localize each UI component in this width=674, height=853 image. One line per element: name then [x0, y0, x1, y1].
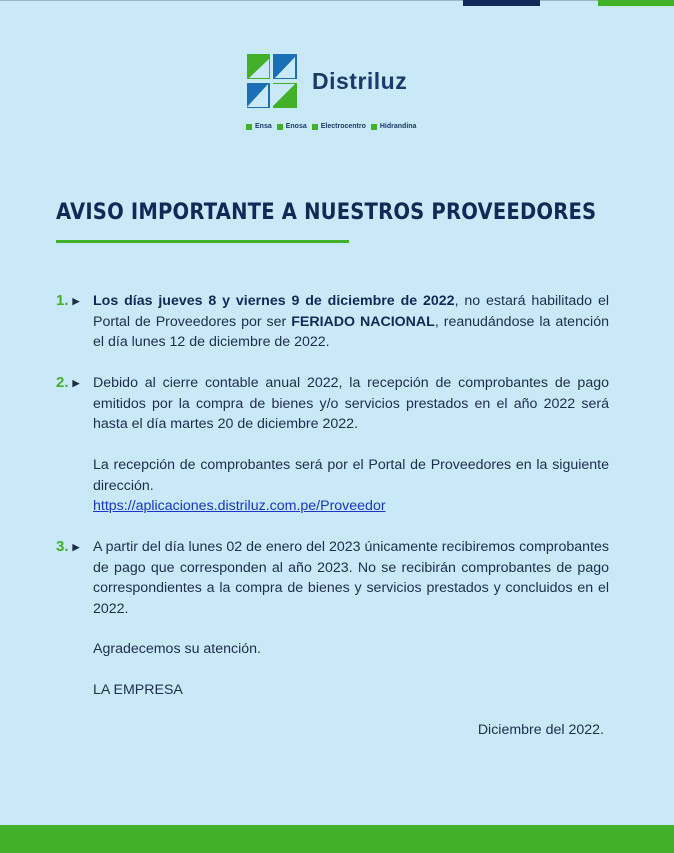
distriluz-logo-icon: [247, 54, 297, 108]
item-text: Los días jueves 8 y viernes 9 de diciembre de 2022, no estará habilitado el Portal de Proveedores por ser FERIADO NACIONAL, reanudándose la atención el día lunes 12 de diciembre de 2022.: [93, 293, 609, 350]
subsidiary-item: Electrocentro: [312, 123, 366, 130]
bottom-accent-bar: [0, 825, 674, 853]
thanks-text: Agradecemos su atención.: [93, 641, 261, 657]
triangle-right-icon: ▶: [72, 296, 80, 306]
triangle-right-icon: ▶: [72, 542, 80, 552]
green-square-icon: [312, 124, 318, 130]
item-text: Debido al cierre contable anual 2022, la recepción de comprobantes de pago emitidos por la compra de bienes y/o servicios prestados en el año 2022 será hasta el día martes 20 de diciembre 2022.: [93, 375, 609, 432]
item-text: A partir del día lunes 02 de enero del 2023 únicamente recibiremos comprobantes de pago que corresponden al año 2023. No se recibirán comprobantes de pago correspondientes a la compra de bienes y servicios prestados y concluidos en el 2022.: [93, 539, 609, 617]
item-text-secondary: La recepción de comprobantes será por el Portal de Proveedores en la siguiente dirección.: [93, 457, 609, 494]
item-number: 2. ▶: [56, 374, 80, 391]
subsidiary-item: Ensa: [246, 123, 272, 130]
top-accent-green: [598, 0, 674, 6]
top-accent-navy: [463, 0, 540, 6]
brand-name: Distriluz: [312, 67, 408, 94]
subsidiary-item: Hidrandina: [371, 123, 417, 130]
subsidiaries-list: [246, 123, 421, 130]
notice-title: AVISO IMPORTANTE A NUESTROS PROVEEDORES: [56, 200, 597, 225]
subsidiary-item: Enosa: [277, 123, 307, 130]
notice-date: Diciembre del 2022.: [477, 722, 604, 738]
top-border: [0, 0, 674, 1]
green-square-icon: [246, 124, 252, 130]
green-square-icon: [277, 124, 283, 130]
item-number: 1. ▶: [56, 292, 80, 309]
green-square-icon: [371, 124, 377, 130]
supplier-portal-link[interactable]: https://aplicaciones.distriluz.com.pe/Proveedor: [93, 498, 386, 514]
signature-text: LA EMPRESA: [93, 682, 183, 698]
brand-logo: [247, 54, 407, 108]
item-number: 3. ▶: [56, 538, 80, 555]
triangle-right-icon: ▶: [72, 378, 80, 388]
title-underline: [56, 240, 349, 243]
